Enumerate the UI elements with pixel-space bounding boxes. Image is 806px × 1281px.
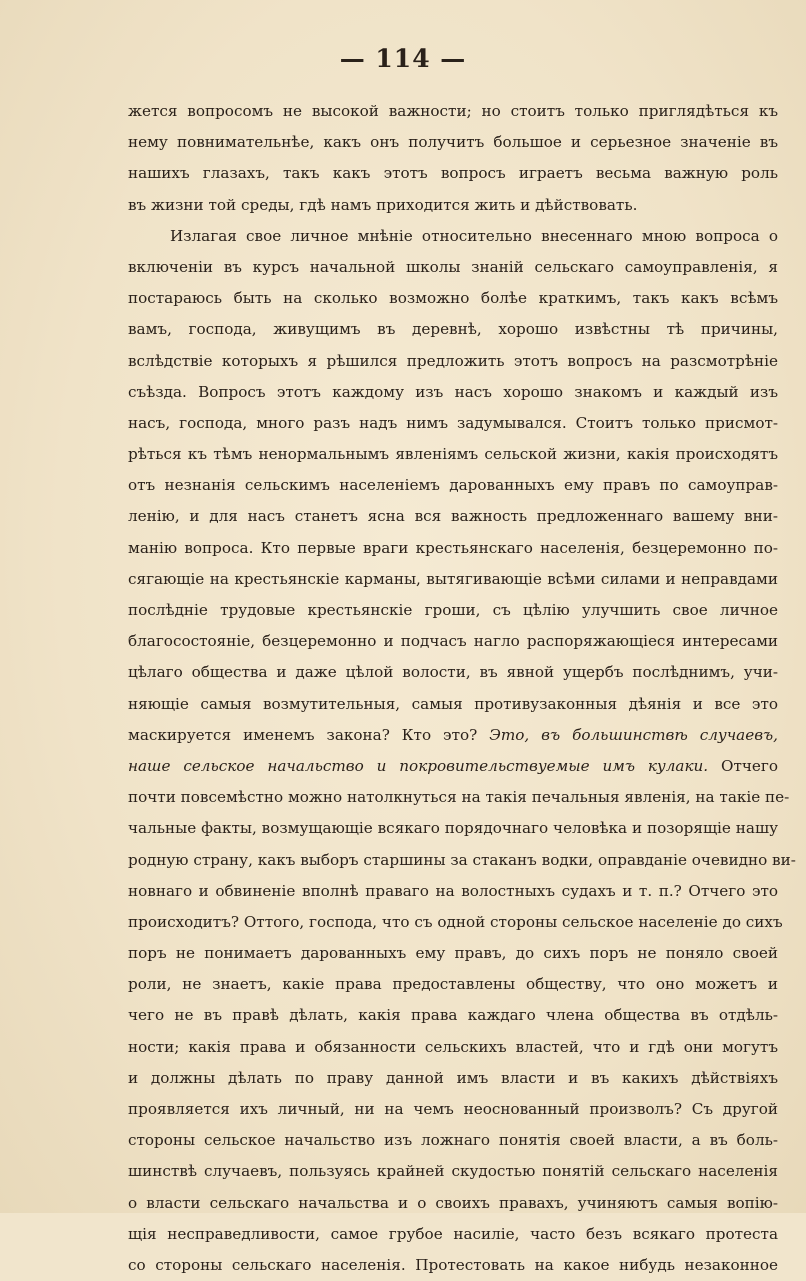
italic-emphasis: наше сельское начальство и покровительствуемые имъ кулаки.: [128, 756, 709, 775]
text-line: рѣться къ тѣмъ ненормальнымъ явленiямъ сельской жизни, какiя происходятъ: [128, 445, 778, 464]
text-line: Излагая свое личное мнѣнiе относительно внесеннаго мною вопроса о: [170, 226, 778, 245]
text-line: проявляется ихъ личный, ни на чемъ неоснованный произволъ? Съ другой: [128, 1100, 778, 1118]
text-line: жется вопросомъ не высокой важности; но стоитъ только приглядѣться къ: [128, 102, 778, 120]
text-line: нашихъ глазахъ, такъ какъ этотъ вопросъ играетъ весьма важную роль: [128, 164, 778, 183]
text-line: благосостоянiе, безцеремонно и подчасъ нагло распоряжающiеся интересами: [128, 632, 778, 651]
text-line: стороны сельское начальство изъ ложнаго понятiя своей власти, а въ боль-: [128, 1131, 778, 1150]
text-line: отъ незнанiя сельскимъ населенiемъ дарованныхъ ему правъ по самоуправ-: [128, 476, 778, 495]
text-line: включенiи въ курсъ начальной школы знанiй сельскаго самоуправленiя, я: [128, 257, 778, 276]
text-line: роли, не знаетъ, какiе права предоставлены обществу, что оно можетъ и: [128, 975, 778, 994]
body-text: [128, 96, 796, 1281]
text-line: со стороны сельскаго населенiя. Протестовать на какое нибудь незаконное: [128, 1255, 778, 1274]
text-line: манiю вопроса. Кто первые враги крестьянскаго населенiя, безцеремонно по-: [128, 538, 778, 557]
text-line: съѣзда. Вопросъ этотъ каждому изъ насъ хорошо знакомъ и каждый изъ: [128, 382, 778, 401]
text-line: цѣлаго общества и даже цѣлой волости, въ явной ущербъ послѣднимъ, учи-: [128, 663, 778, 682]
text-line: постараюсь быть на сколько возможно болѣе краткимъ, такъ какъ всѣмъ: [128, 289, 778, 308]
text-line: вамъ, господа, живущимъ въ деревнѣ, хорошо извѣстны тѣ причины,: [128, 320, 778, 339]
text-line: чальные факты, возмущающiе всякаго порядочнаго человѣка и позорящiе нашу: [128, 819, 778, 838]
text-line: и должны дѣлать по праву данной имъ власти и въ какихъ дѣйствiяхъ: [128, 1068, 778, 1087]
text-line: сягающiе на крестьянскiе карманы, вытягивающiе всѣми силами и неправдами: [128, 569, 778, 588]
text-line: происходитъ? Оттого, господа, что съ одной стороны сельское населенiе до сихъ: [128, 912, 783, 931]
text-line: о власти сельскаго начальства и о своихъ правахъ, учиняютъ самыя вопiю-: [128, 1193, 778, 1212]
text-run: Отчего: [708, 756, 779, 775]
text-line: поръ не понимаетъ дарованныхъ ему правъ, до сихъ поръ не поняло своей: [128, 944, 778, 963]
text-line: щiя несправедливости, самое грубое насилiе, часто безъ всякаго протеста: [128, 1224, 778, 1243]
text-line-mixed: [128, 720, 778, 751]
text-line: нему повнимательнѣе, какъ онъ получитъ большое и серьезное значенiе въ: [128, 133, 778, 152]
text-line-mixed: [128, 751, 778, 782]
text-line: вслѣдствiе которыхъ я рѣшился предложить этотъ вопросъ на разсмотрѣнiе: [128, 351, 778, 370]
text-line: ности; какiя права и обязанности сельскихъ властей, что и гдѣ они могутъ: [128, 1037, 778, 1056]
text-line: няющiе самыя возмутительныя, самыя противузаконныя дѣянiя и все это: [128, 694, 778, 713]
text-line: шинствѣ случаевъ, пользуясь крайней скудостью понятiй сельскаго населенiя: [128, 1162, 778, 1181]
page-number: — 114 —: [339, 44, 467, 73]
text-line: послѣднiе трудовые крестьянскiе гроши, съ цѣлiю улучшить свое личное: [128, 601, 778, 619]
italic-emphasis: Это, въ большинствѣ случаевъ,: [489, 725, 778, 744]
text-line: новнаго и обвиненiе вполнѣ праваго на волостныхъ судахъ и т. п.? Отчего это: [128, 881, 778, 900]
text-line: родную страну, какъ выборъ старшины за стаканъ водки, оправданiе очевидно ви-: [128, 850, 796, 869]
text-line: почти повсемѣстно можно натолкнуться на такiя печальныя явленiя, на такiе пе-: [128, 788, 790, 807]
text-line: чего не въ правѣ дѣлать, какiя права каждаго члена общества въ отдѣль-: [128, 1006, 778, 1025]
text-line: ленiю, и для насъ станетъ ясна вся важность предложеннаго вашему вни-: [128, 507, 778, 526]
text-line: въ жизни той среды, гдѣ намъ приходится жить и дѣйствовать.: [128, 195, 638, 214]
text-line: насъ, господа, много разъ надъ нимъ задумывался. Стоитъ только присмот-: [128, 413, 778, 432]
text-run: маскируется именемъ закона? Кто это?: [128, 725, 490, 744]
